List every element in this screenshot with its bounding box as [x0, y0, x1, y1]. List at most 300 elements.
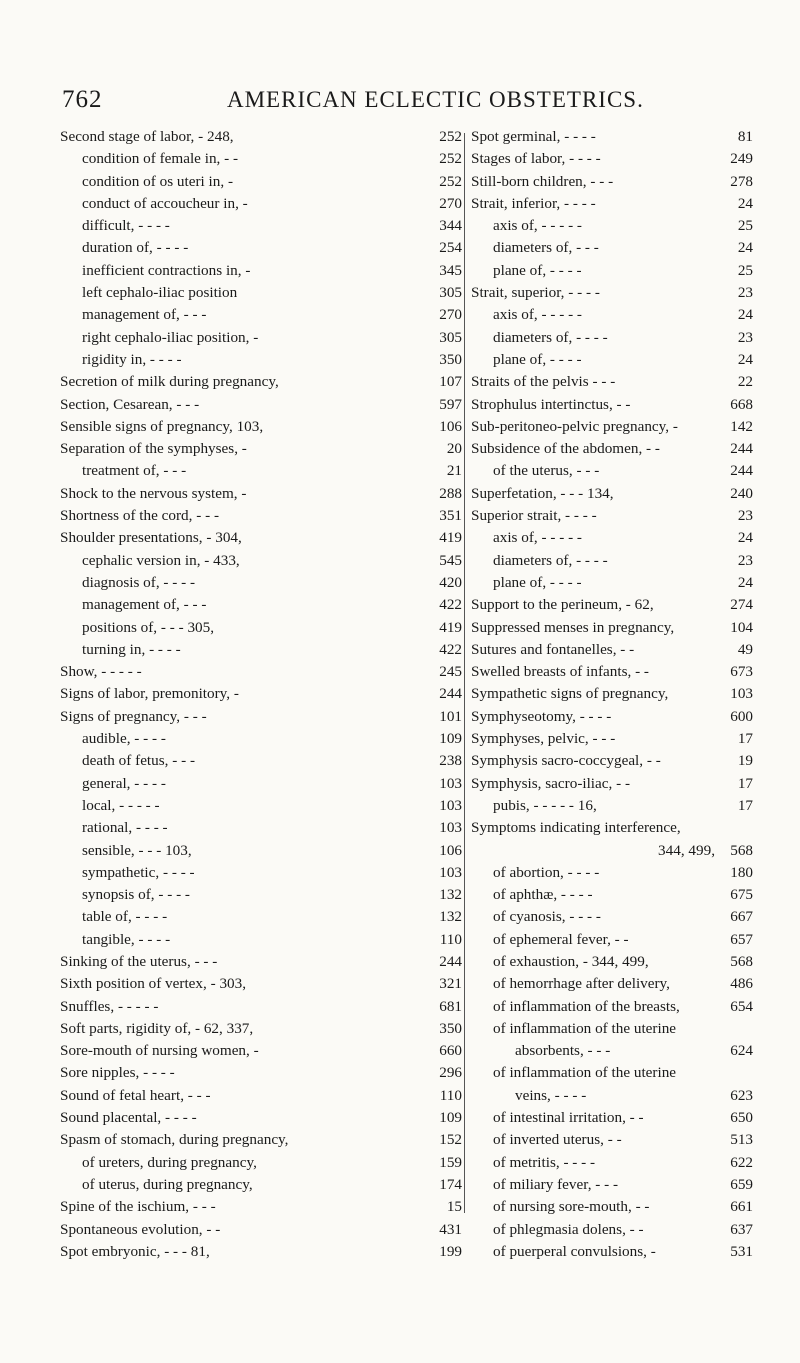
- entry-term: of exhaustion, - 344, 499,: [493, 952, 649, 970]
- entry-term: diagnosis of, - - - -: [82, 573, 196, 591]
- index-entry: [471, 282, 753, 304]
- entry-term: Sore nipples, - - - -: [60, 1064, 175, 1082]
- index-entry: [471, 460, 753, 482]
- entry-pages: 110: [439, 930, 462, 948]
- entry-pages: 650: [730, 1109, 753, 1127]
- entry-pages: 103: [439, 863, 462, 881]
- index-entry: [471, 929, 753, 951]
- index-entry: [471, 661, 753, 683]
- index-entry: [60, 171, 462, 193]
- entry-pages: 252: [439, 128, 462, 145]
- entry-pages: 350: [439, 1019, 462, 1037]
- entry-term: diameters of, - - -: [493, 239, 599, 257]
- entry-pages: 288: [439, 484, 462, 502]
- entry-pages: 21: [446, 462, 462, 480]
- entry-term: Show, - - - - -: [60, 663, 142, 681]
- entry-pages: 110: [439, 1086, 462, 1104]
- entry-pages: 244: [730, 462, 753, 480]
- entry-term: Shortness of the cord, - - -: [60, 507, 220, 525]
- index-entry: [60, 1129, 462, 1151]
- entry-pages: 20: [446, 440, 462, 458]
- entry-pages: 23: [737, 507, 753, 525]
- entry-term: Symphysis sacro-coccygeal, - -: [471, 752, 661, 770]
- entry-pages: 103: [439, 796, 462, 814]
- entry-term: of inverted uterus, - -: [493, 1131, 622, 1149]
- index-entry: [471, 1062, 753, 1084]
- entry-pages: 23: [737, 284, 753, 302]
- page-number: 762: [62, 86, 103, 113]
- entry-term: Superior strait, - - - -: [471, 507, 597, 525]
- index-entry: [60, 572, 462, 594]
- entry-pages: 17: [737, 796, 753, 814]
- entry-pages: 419: [439, 618, 462, 636]
- entry-pages: 103: [730, 685, 753, 703]
- index-entry: [471, 773, 753, 795]
- entry-term: cephalic version in, - 433,: [82, 551, 240, 569]
- entry-pages: 531: [730, 1242, 753, 1260]
- entry-pages: 305: [439, 328, 462, 346]
- entry-pages: 244: [439, 685, 462, 703]
- entry-pages: 22: [737, 373, 753, 391]
- index-entry: [471, 505, 753, 527]
- index-entry: [471, 996, 753, 1018]
- entry-pages: 681: [439, 997, 462, 1015]
- index-entry: [60, 527, 462, 549]
- entry-term: of hemorrhage after delivery,: [493, 975, 670, 993]
- index-entry: [60, 371, 462, 393]
- index-entry: [60, 1018, 462, 1040]
- entry-term: Signs of pregnancy, - - -: [60, 707, 207, 725]
- entry-pages: 174: [439, 1175, 462, 1193]
- index-column-right: [471, 126, 753, 1263]
- entry-term: of aphthæ, - - - -: [493, 886, 593, 904]
- entry-pages: 623: [730, 1086, 753, 1104]
- index-entry: [471, 683, 753, 705]
- index-entry: [471, 237, 753, 259]
- index-entry: [60, 416, 462, 438]
- entry-term: Strait, inferior, - - - -: [471, 194, 596, 212]
- entry-term: of metritis, - - - -: [493, 1153, 596, 1171]
- entry-term: tangible, - - - -: [82, 930, 171, 948]
- entry-pages: 24: [737, 306, 753, 324]
- index-entry: [60, 906, 462, 928]
- entry-pages: 668: [730, 395, 753, 413]
- entry-term: local, - - - - -: [82, 796, 160, 814]
- index-entry: [60, 1085, 462, 1107]
- entry-term: plane of, - - - -: [493, 350, 582, 368]
- entry-term: Secretion of milk during pregnancy,: [60, 373, 279, 391]
- entry-term: of phlegmasia dolens, - -: [493, 1220, 644, 1238]
- entry-term: Strait, superior, - - - -: [471, 284, 600, 302]
- entry-term: Sutures and fontanelles, - -: [471, 640, 635, 658]
- index-entry: [471, 706, 753, 728]
- entry-pages: 132: [439, 886, 462, 904]
- entry-term: condition of os uteri in, -: [82, 172, 234, 190]
- entry-pages: 657: [730, 930, 753, 948]
- entry-pages: 106: [439, 841, 462, 859]
- index-entry: [60, 1174, 462, 1196]
- index-entry: [471, 371, 753, 393]
- entry-pages: 270: [439, 194, 462, 212]
- index-entry: [471, 1107, 753, 1129]
- index-entry: [471, 728, 753, 750]
- index-entry: [60, 728, 462, 750]
- index-entry: [60, 661, 462, 683]
- entry-pages: 81: [737, 128, 753, 145]
- index-entry: [471, 1219, 753, 1241]
- index-entry: [471, 795, 753, 817]
- entry-pages: 513: [730, 1131, 753, 1149]
- entry-pages: 19: [737, 752, 753, 770]
- entry-term: right cephalo-iliac position, -: [82, 328, 259, 346]
- entry-term: Second stage of labor, - 248,: [60, 128, 234, 145]
- entry-term: Snuffles, - - - - -: [60, 997, 159, 1015]
- entry-term: of cyanosis, - - - -: [493, 908, 601, 926]
- entry-term: management of, - - -: [82, 306, 207, 324]
- entry-pages: 107: [439, 373, 462, 391]
- index-entry: [471, 1152, 753, 1174]
- entry-pages: 249: [730, 150, 753, 168]
- index-entry: [471, 750, 753, 772]
- entry-pages: 159: [439, 1153, 462, 1171]
- index-entry: [60, 594, 462, 616]
- entry-term: diameters of, - - - -: [493, 551, 608, 569]
- entry-term: of miliary fever, - - -: [493, 1175, 619, 1193]
- index-entry: [60, 840, 462, 862]
- entry-term: rational, - - - -: [82, 819, 168, 837]
- index-entry: [60, 327, 462, 349]
- entry-pages: 103: [439, 819, 462, 837]
- entry-term: death of fetus, - - -: [82, 752, 196, 770]
- entry-pages: 15: [446, 1198, 462, 1216]
- index-entry: [60, 951, 462, 973]
- entry-term: synopsis of, - - - -: [82, 886, 190, 904]
- entry-pages: 675: [730, 886, 753, 904]
- entry-term: Sore-mouth of nursing women, -: [60, 1042, 259, 1060]
- entry-pages: 344: [439, 217, 462, 235]
- entry-term: Swelled breasts of infants, - -: [471, 663, 649, 681]
- entry-pages: 545: [439, 551, 462, 569]
- entry-term: veins, - - - -: [515, 1086, 587, 1104]
- index-entry: [60, 1219, 462, 1241]
- entry-pages: 24: [737, 194, 753, 212]
- index-entry: [60, 260, 462, 282]
- index-entry: [60, 438, 462, 460]
- entry-term: Spine of the ischium, - - -: [60, 1198, 216, 1216]
- entry-term: of ureters, during pregnancy,: [82, 1153, 257, 1171]
- entry-pages: 49: [737, 640, 753, 658]
- entry-term: Stages of labor, - - - -: [471, 150, 601, 168]
- entry-term: sympathetic, - - - -: [82, 863, 195, 881]
- entry-pages: 568: [730, 841, 753, 859]
- index-entry: [60, 1152, 462, 1174]
- entry-term: sensible, - - - 103,: [82, 841, 192, 859]
- entry-term: Shock to the nervous system, -: [60, 484, 247, 502]
- index-entry: [60, 973, 462, 995]
- entry-pages: 274: [730, 596, 753, 614]
- entry-pages: 600: [730, 707, 753, 725]
- index-column-left: [60, 126, 462, 1263]
- index-entry: [471, 304, 753, 326]
- index-entry: [60, 394, 462, 416]
- index-entry: [60, 929, 462, 951]
- entry-pages: 106: [439, 417, 462, 435]
- entry-pages: 101: [439, 707, 462, 725]
- entry-pages: 568: [730, 952, 753, 970]
- index-entry: [60, 750, 462, 772]
- entry-term: Symphysis, sacro-iliac, - -: [471, 774, 631, 792]
- index-entry: [471, 840, 753, 862]
- index-entry: [471, 973, 753, 995]
- entry-term: Sixth position of vertex, - 303,: [60, 975, 247, 993]
- index-entry: [471, 148, 753, 170]
- entry-term: of ephemeral fever, - -: [493, 930, 629, 948]
- entry-pages: 654: [730, 997, 753, 1015]
- index-entry: [60, 683, 462, 705]
- index-entry: [60, 996, 462, 1018]
- entry-term: plane of, - - - -: [493, 261, 582, 279]
- index-entry: [60, 1196, 462, 1218]
- entry-term: Sympathetic signs of pregnancy,: [471, 685, 669, 703]
- entry-pages: 350: [439, 350, 462, 368]
- index-entry: [60, 1040, 462, 1062]
- entry-term: Spot embryonic, - - - 81,: [60, 1242, 210, 1260]
- entry-pages: 420: [439, 573, 462, 591]
- entry-pages: 422: [439, 596, 462, 614]
- entry-term: of nursing sore-mouth, - -: [493, 1198, 650, 1216]
- entry-term: Section, Cesarean, - - -: [60, 395, 200, 413]
- index-entry: [60, 282, 462, 304]
- index-entry: [60, 1241, 462, 1263]
- column-divider: [464, 133, 465, 1213]
- entry-term: plane of, - - - -: [493, 573, 582, 591]
- index-entry: [471, 1174, 753, 1196]
- entry-pages: 252: [439, 172, 462, 190]
- entry-pages: 624: [730, 1042, 753, 1060]
- entry-pages: 24: [737, 350, 753, 368]
- entry-pages: 244: [439, 952, 462, 970]
- index-entry: [471, 639, 753, 661]
- entry-term: duration of, - - - -: [82, 239, 189, 257]
- entry-pages: 103: [439, 774, 462, 792]
- index-entry: [471, 594, 753, 616]
- entry-pages: 17: [737, 730, 753, 748]
- entry-pages: 104: [730, 618, 753, 636]
- index-entry: [471, 951, 753, 973]
- index-entry: [471, 550, 753, 572]
- entry-pages: 180: [730, 863, 753, 881]
- entry-term: difficult, - - - -: [82, 217, 170, 235]
- entry-pages: 24: [737, 529, 753, 547]
- entry-pages: 254: [439, 239, 462, 257]
- entry-pages: 422: [439, 640, 462, 658]
- entry-term: Sensible signs of pregnancy, 103,: [60, 417, 264, 435]
- entry-term: left cephalo-iliac position: [82, 284, 238, 302]
- entry-term: Still-born children, - - -: [471, 172, 614, 190]
- entry-pages: 252: [439, 150, 462, 168]
- index-entry: [471, 1018, 753, 1040]
- index-entry: [60, 148, 462, 170]
- entry-pages: 597: [439, 395, 462, 413]
- index-entry: [60, 884, 462, 906]
- entry-term: Symphyses, pelvic, - - -: [471, 730, 616, 748]
- entry-pages: 296: [439, 1064, 462, 1082]
- entry-term: condition of female in, - -: [82, 150, 239, 168]
- entry-term: Symptoms indicating interference,: [471, 819, 681, 837]
- entry-term: Superfetation, - - - 134,: [471, 484, 614, 502]
- entry-pages: 132: [439, 908, 462, 926]
- index-entry: [471, 617, 753, 639]
- index-entry: [471, 327, 753, 349]
- entry-term: Spot germinal, - - - -: [471, 128, 596, 145]
- index-entry: [471, 1129, 753, 1151]
- entry-pages: 270: [439, 306, 462, 324]
- entry-term: treatment of, - - -: [82, 462, 187, 480]
- index-entry: [471, 483, 753, 505]
- entry-pages: 25: [737, 217, 753, 235]
- entry-term: table of, - - - -: [82, 908, 168, 926]
- entry-term: Strophulus intertinctus, - -: [471, 395, 631, 413]
- entry-term: inefficient contractions in, -: [82, 261, 251, 279]
- entry-term: audible, - - - -: [82, 730, 166, 748]
- entry-pages: 245: [439, 663, 462, 681]
- index-entry: [471, 862, 753, 884]
- entry-pages: 660: [439, 1042, 462, 1060]
- entry-term: positions of, - - - 305,: [82, 618, 215, 636]
- entry-term: of inflammation of the uterine: [493, 1019, 677, 1037]
- entry-term: of puerperal convulsions, -: [493, 1242, 656, 1260]
- index-entry: [471, 438, 753, 460]
- entry-pages: 238: [439, 752, 462, 770]
- entry-term: of uterus, during pregnancy,: [82, 1175, 253, 1193]
- entry-term: conduct of accoucheur in, -: [82, 194, 248, 212]
- entry-term: 344, 499,: [658, 841, 715, 859]
- index-entry: [60, 304, 462, 326]
- entry-pages: 673: [730, 663, 753, 681]
- entry-term: absorbents, - - -: [515, 1042, 611, 1060]
- running-title: AMERICAN ECLECTIC OBSTETRICS.: [227, 87, 644, 112]
- entry-pages: 152: [439, 1131, 462, 1149]
- entry-term: Spasm of stomach, during pregnancy,: [60, 1131, 289, 1149]
- entry-term: Support to the perineum, - 62,: [471, 596, 654, 614]
- entry-term: Sound placental, - - - -: [60, 1109, 197, 1127]
- index-entry: [471, 215, 753, 237]
- entry-pages: 351: [439, 507, 462, 525]
- entry-pages: 23: [737, 551, 753, 569]
- entry-pages: 109: [439, 1109, 462, 1127]
- entry-pages: 419: [439, 529, 462, 547]
- index-entry: [60, 862, 462, 884]
- index-entry: [471, 527, 753, 549]
- index-entry: [471, 171, 753, 193]
- entry-pages: 240: [730, 484, 753, 502]
- entry-term: Spontaneous evolution, - -: [60, 1220, 221, 1238]
- entry-term: axis of, - - - - -: [493, 306, 582, 324]
- index-entry: [471, 1196, 753, 1218]
- index-entry: [471, 394, 753, 416]
- entry-term: Soft parts, rigidity of, - 62, 337,: [60, 1019, 254, 1037]
- index-entry: [60, 550, 462, 572]
- entry-term: Symphyseotomy, - - - -: [471, 707, 612, 725]
- index-entry: [60, 773, 462, 795]
- index-entry: [471, 126, 753, 148]
- entry-term: Sub-peritoneo-pelvic pregnancy, -: [471, 417, 678, 435]
- index-entry: [471, 193, 753, 215]
- entry-pages: 667: [730, 908, 753, 926]
- entry-pages: 244: [730, 440, 753, 458]
- entry-term: pubis, - - - - - 16,: [493, 796, 597, 814]
- index-entry: [471, 349, 753, 371]
- index-entry: [60, 617, 462, 639]
- index-entry: [60, 483, 462, 505]
- index-entry: [471, 817, 753, 839]
- entry-term: of abortion, - - - -: [493, 863, 600, 881]
- entry-term: general, - - - -: [82, 774, 166, 792]
- entry-term: Subsidence of the abdomen, - -: [471, 440, 660, 458]
- index-entry: [471, 572, 753, 594]
- entry-pages: 109: [439, 730, 462, 748]
- index-entry: [60, 349, 462, 371]
- entry-term: Shoulder presentations, - 304,: [60, 529, 242, 547]
- index-entry: [60, 1062, 462, 1084]
- entry-term: Straits of the pelvis - - -: [471, 373, 616, 391]
- entry-term: Separation of the symphyses, -: [60, 440, 247, 458]
- entry-pages: 142: [730, 417, 753, 435]
- entry-term: Sinking of the uterus, - - -: [60, 952, 218, 970]
- index-entry: [60, 126, 462, 148]
- index-entry: [471, 1085, 753, 1107]
- index-entry: [60, 639, 462, 661]
- entry-pages: 622: [730, 1153, 753, 1171]
- entry-pages: 199: [439, 1242, 462, 1260]
- index-entry: [60, 215, 462, 237]
- entry-term: diameters of, - - - -: [493, 328, 608, 346]
- index-entry: [60, 505, 462, 527]
- entry-pages: 661: [730, 1198, 753, 1216]
- entry-pages: 24: [737, 239, 753, 257]
- entry-pages: 305: [439, 284, 462, 302]
- entry-pages: 321: [439, 975, 462, 993]
- running-header: [62, 86, 742, 112]
- entry-term: rigidity in, - - - -: [82, 350, 182, 368]
- index-entry: [471, 906, 753, 928]
- entry-pages: 278: [730, 172, 753, 190]
- index-entry: [60, 237, 462, 259]
- entry-term: turning in, - - - -: [82, 640, 181, 658]
- index-entry: [60, 706, 462, 728]
- entry-term: Signs of labor, premonitory, -: [60, 685, 239, 703]
- entry-term: management of, - - -: [82, 596, 207, 614]
- entry-pages: 23: [737, 328, 753, 346]
- index-entry: [471, 1040, 753, 1062]
- entry-term: Suppressed menses in pregnancy,: [471, 618, 675, 636]
- entry-pages: 431: [439, 1220, 462, 1238]
- entry-pages: 637: [730, 1220, 753, 1238]
- entry-pages: 25: [737, 261, 753, 279]
- index-entry: [471, 260, 753, 282]
- index-entry: [60, 193, 462, 215]
- index-entry: [60, 460, 462, 482]
- entry-pages: 486: [730, 975, 753, 993]
- entry-term: of inflammation of the uterine: [493, 1064, 677, 1082]
- entry-term: of inflammation of the breasts,: [493, 997, 680, 1015]
- index-entry: [60, 817, 462, 839]
- entry-term: of the uterus, - - -: [493, 462, 600, 480]
- entry-term: axis of, - - - - -: [493, 217, 582, 235]
- index-entry: [60, 795, 462, 817]
- entry-term: axis of, - - - - -: [493, 529, 582, 547]
- entry-pages: 17: [737, 774, 753, 792]
